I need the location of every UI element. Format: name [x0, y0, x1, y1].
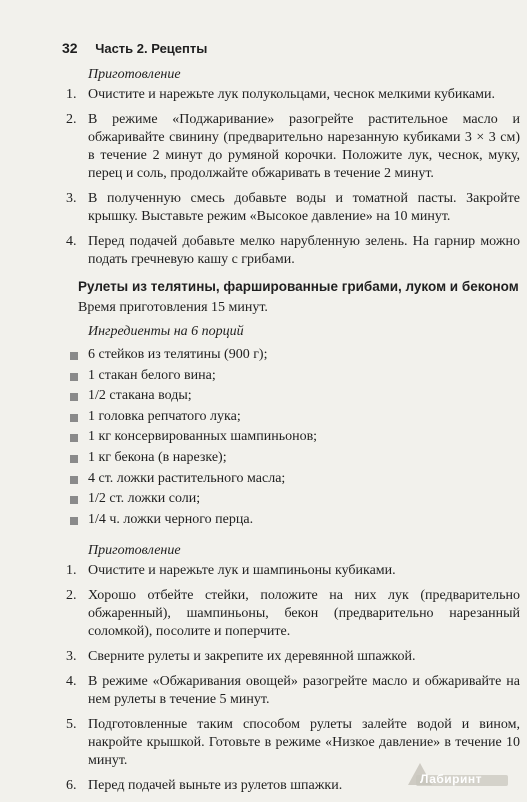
ingredient-text: 1 кг консервированных шампиньонов;	[88, 429, 318, 445]
bullet-square-icon	[70, 455, 78, 463]
step-text: В режиме «Поджаривание» разогрейте растительное масло и обжаривайте свинину (предварительно нарезанную кубиками 3 × 3 см) в течение 2 минут до румяной корочки. Положите лук, чеснок, муку, перец и соль, продолжайте обжаривать в течение 2 минут.	[88, 112, 520, 181]
step-text: Сверните рулеты и закрепите их деревянной шпажкой.	[88, 649, 416, 665]
running-header	[62, 40, 207, 56]
step-number: 5.	[66, 717, 77, 733]
step-number: 1.	[66, 563, 77, 579]
step-number: 2.	[66, 112, 77, 127]
ingredient-item	[60, 366, 520, 387]
preparation-heading: Приготовление	[88, 67, 181, 82]
watermark-text: Лабиринт	[420, 772, 483, 786]
step-item	[60, 673, 520, 709]
step-text: В полученную смесь добавьте воды и томатной пасты. Закройте крышку. Выставьте режим «Высокое давление» на 10 минут.	[88, 191, 520, 224]
bullet-square-icon	[70, 517, 78, 525]
preparation-heading: Приготовление	[88, 543, 181, 559]
bullet-square-icon	[70, 352, 78, 360]
chapter-title: Часть 2. Рецепты	[95, 41, 208, 56]
step-item	[60, 587, 520, 641]
step-number: 1.	[66, 87, 77, 102]
step-number: 4.	[66, 234, 77, 249]
cook-time: Время приготовления 15 минут.	[78, 300, 268, 315]
step-item	[60, 233, 520, 269]
bullet-square-icon	[70, 393, 78, 401]
bullet-square-icon	[70, 496, 78, 504]
step-number: 2.	[66, 588, 77, 604]
step-text: В режиме «Обжаривания овощей» разогрейте масло и обжаривайте на нем рулеты в течение 5 минут.	[88, 674, 520, 708]
ingredients-list	[60, 345, 520, 530]
step-item	[60, 562, 520, 580]
ingredient-item	[60, 510, 520, 531]
bullet-square-icon	[70, 414, 78, 422]
step-text: Подготовленные таким способом рулеты залейте водой и вином, накройте крышкой. Готовьте в режиме «Низкое давление» в течение 10 минут.	[88, 717, 520, 769]
first-recipe-steps	[60, 86, 520, 269]
bullet-square-icon	[70, 476, 78, 484]
ingredient-text: 1/2 ст. ложки соли;	[88, 491, 201, 507]
step-number: 3.	[66, 191, 77, 206]
step-text: Перед подачей выньте из рулетов шпажки.	[88, 778, 343, 794]
step-item	[60, 111, 520, 183]
step-item	[60, 648, 520, 666]
bullet-square-icon	[70, 434, 78, 442]
ingredient-text: 1/2 стакана воды;	[88, 388, 192, 404]
step-number: 6.	[66, 778, 77, 794]
step-number: 3.	[66, 649, 77, 665]
ingredient-item	[60, 407, 520, 428]
step-text: Очистите и нарежьте лук и шампиньоны кубиками.	[88, 563, 396, 579]
step-text: Очистите и нарежьте лук полукольцами, чеснок мелкими кубиками.	[88, 87, 495, 102]
step-item	[60, 190, 520, 226]
bullet-square-icon	[70, 373, 78, 381]
ingredient-text: 4 ст. ложки растительного масла;	[88, 470, 286, 486]
ingredient-text: 1/4 ч. ложки черного перца.	[88, 511, 254, 527]
step-number: 4.	[66, 674, 77, 690]
step-text: Хорошо отбейте стейки, положите на них лук (предварительно обжаренный), шампиньоны, бекон (предварительно нарезанный соломкой), посолите и поперчите.	[88, 588, 520, 640]
ingredient-item	[60, 489, 520, 510]
step-text: Перед подачей добавьте мелко нарубленную зелень. На гарнир можно подать гречневую кашу с грибами.	[88, 234, 520, 267]
recipe-title: Рулеты из телятины, фаршированные грибами, луком и беконом	[78, 279, 519, 294]
ingredients-heading: Ингредиенты на 6 порций	[88, 324, 244, 339]
ingredient-item	[60, 427, 520, 448]
ingredient-text: 1 головка репчатого лука;	[88, 408, 241, 424]
ingredient-text: 1 кг бекона (в нарезке);	[88, 449, 227, 465]
ingredient-text: 1 стакан белого вина;	[88, 367, 216, 383]
ingredient-item	[60, 448, 520, 469]
page-body	[60, 66, 520, 802]
ingredient-item	[60, 345, 520, 366]
ingredient-text: 6 стейков из телятины (900 г);	[88, 347, 268, 362]
ingredient-item	[60, 386, 520, 407]
ingredient-item	[60, 469, 520, 490]
step-item	[60, 86, 520, 104]
page-number: 32	[62, 40, 78, 56]
